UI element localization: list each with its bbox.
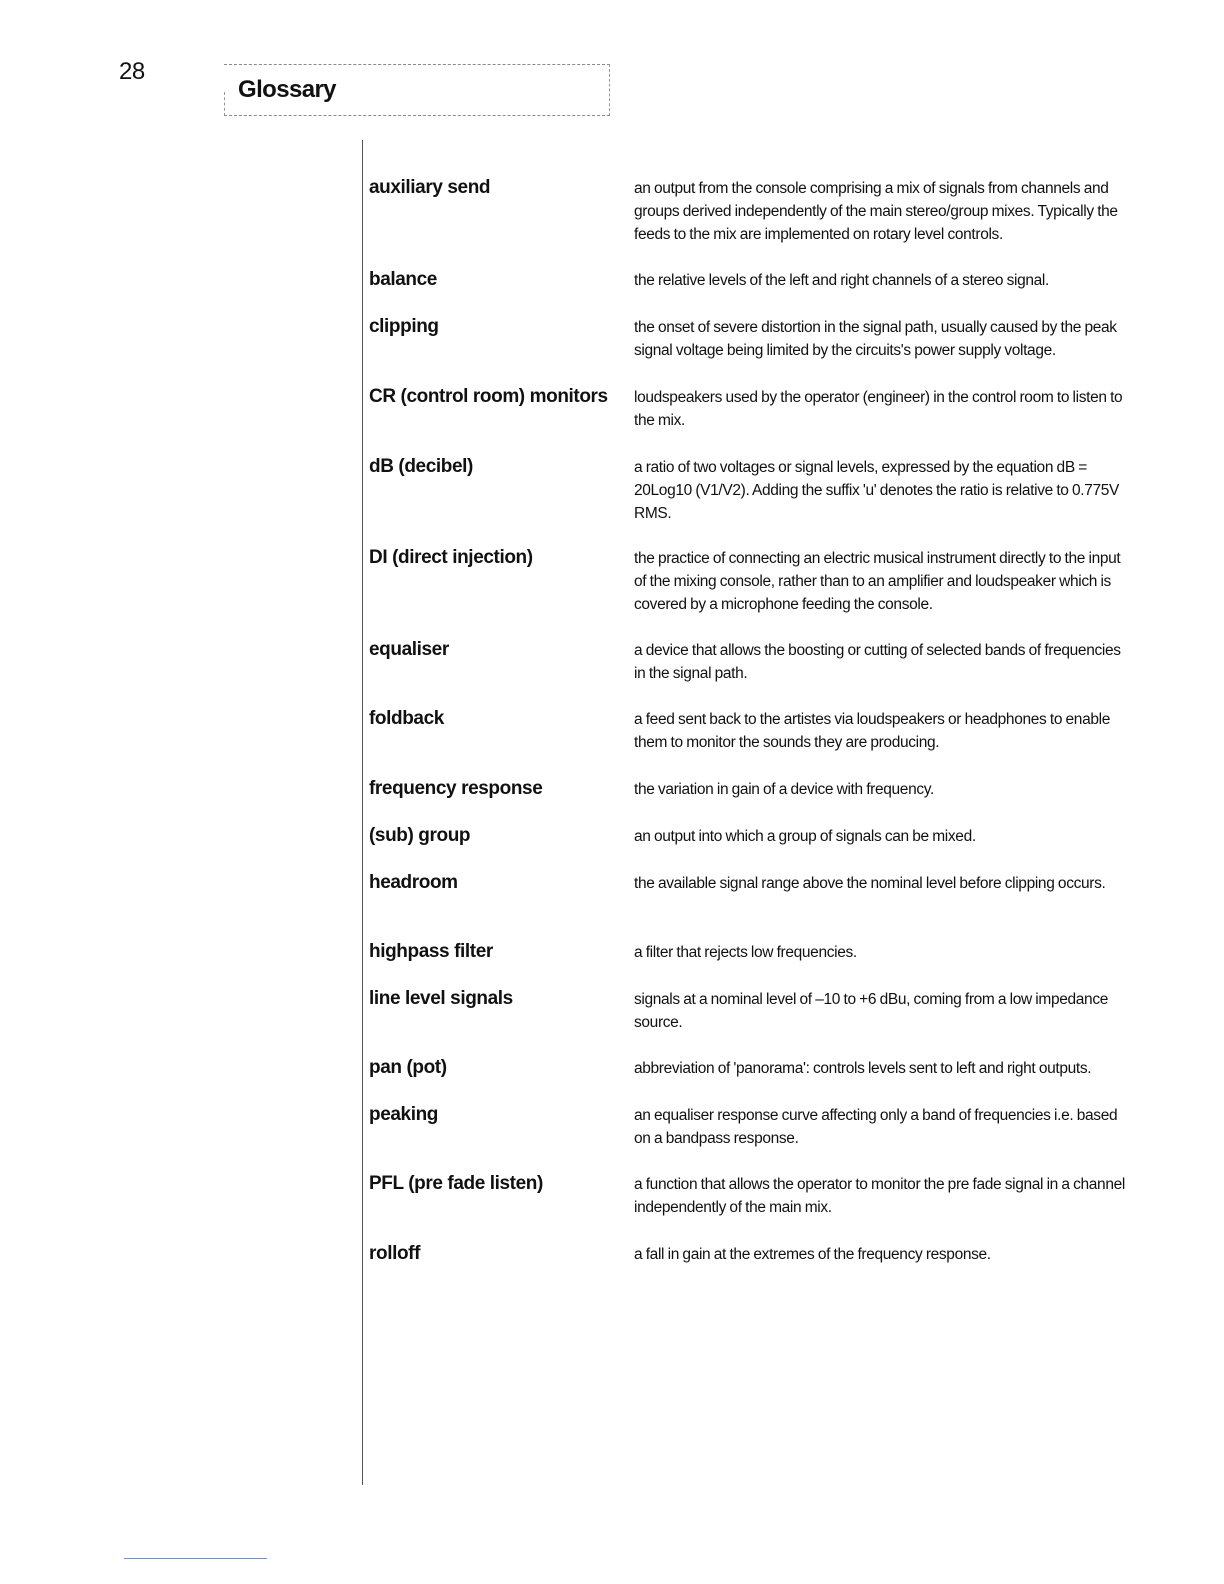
glossary-term: pan (pot): [369, 1057, 447, 1078]
heading-left-rule: [224, 92, 225, 116]
column-divider-rule: [362, 140, 363, 1485]
glossary-term: PFL (pre fade listen): [369, 1173, 543, 1194]
glossary-term: rolloff: [369, 1243, 421, 1264]
glossary-definition: a filter that rejects low frequencies.: [634, 944, 857, 961]
glossary-definition: a feed sent back to the artistes via loudspeakers or headphones to enable them to monitor the sounds they are producing.: [634, 711, 1110, 751]
glossary-definition: an equaliser response curve affecting only a band of frequencies i.e. based on a bandpass response.: [634, 1107, 1118, 1147]
glossary-definition: a fall in gain at the extremes of the frequency response.: [634, 1246, 991, 1263]
section-title: Glossary: [238, 76, 336, 103]
glossary-definition: the practice of connecting an electric musical instrument directly to the input of the mixing console, rather than to an amplifier and loudspeaker which is covered by a microphone feeding the console.: [634, 550, 1121, 613]
glossary-term: peaking: [369, 1104, 438, 1125]
glossary-definition: abbreviation of 'panorama': controls levels sent to left and right outputs.: [634, 1060, 1092, 1077]
heading-right-rule: [609, 64, 610, 116]
glossary-term: (sub) group: [369, 825, 471, 846]
glossary-term: clipping: [369, 316, 439, 337]
heading-top-rule: [224, 64, 610, 65]
section-heading-box: [224, 64, 610, 116]
glossary-term: line level signals: [369, 988, 513, 1009]
glossary-definition: an output from the console comprising a mix of signals from channels and groups derived independently of the main stereo/group mixes. Typically the feeds to the mix are implemented on rotary level controls.: [634, 180, 1118, 243]
glossary-definition: a function that allows the operator to monitor the pre fade signal in a channel independently of the main mix.: [634, 1176, 1125, 1216]
glossary-definition: a device that allows the boosting or cutting of selected bands of frequencies in the signal path.: [634, 642, 1121, 682]
glossary-definition: the onset of severe distortion in the signal path, usually caused by the peak signal voltage being limited by the circuits's power supply voltage.: [634, 319, 1117, 359]
glossary-term: balance: [369, 269, 437, 290]
glossary-definition: the relative levels of the left and right channels of a stereo signal.: [634, 272, 1049, 289]
glossary-definition: the available signal range above the nominal level before clipping occurs.: [634, 875, 1106, 892]
glossary-term: dB (decibel): [369, 456, 473, 477]
heading-bottom-rule: [224, 115, 610, 116]
glossary-term: equaliser: [369, 639, 449, 660]
glossary-definition: the variation in gain of a device with frequency.: [634, 781, 934, 798]
glossary-term: DI (direct injection): [369, 547, 533, 568]
glossary-term: highpass filter: [369, 941, 493, 962]
glossary-definition: an output into which a group of signals can be mixed.: [634, 828, 976, 845]
glossary-term: frequency response: [369, 778, 543, 799]
bottom-blue-rule: [124, 1558, 267, 1559]
page-number: 28: [119, 58, 145, 85]
glossary-term: auxiliary send: [369, 177, 491, 198]
glossary-term: CR (control room) monitors: [369, 386, 608, 407]
glossary-term: foldback: [369, 708, 444, 729]
glossary-definition: signals at a nominal level of –10 to +6 dBu, coming from a low impedance source.: [634, 991, 1108, 1031]
glossary-definition: loudspeakers used by the operator (engineer) in the control room to listen to the mix.: [634, 389, 1123, 429]
glossary-definition: a ratio of two voltages or signal levels, expressed by the equation dB = 20Log10 (V1/V2). Adding the suffix 'u' denotes the ratio is relative to 0.775V RMS.: [634, 459, 1120, 522]
glossary-term: headroom: [369, 872, 458, 893]
